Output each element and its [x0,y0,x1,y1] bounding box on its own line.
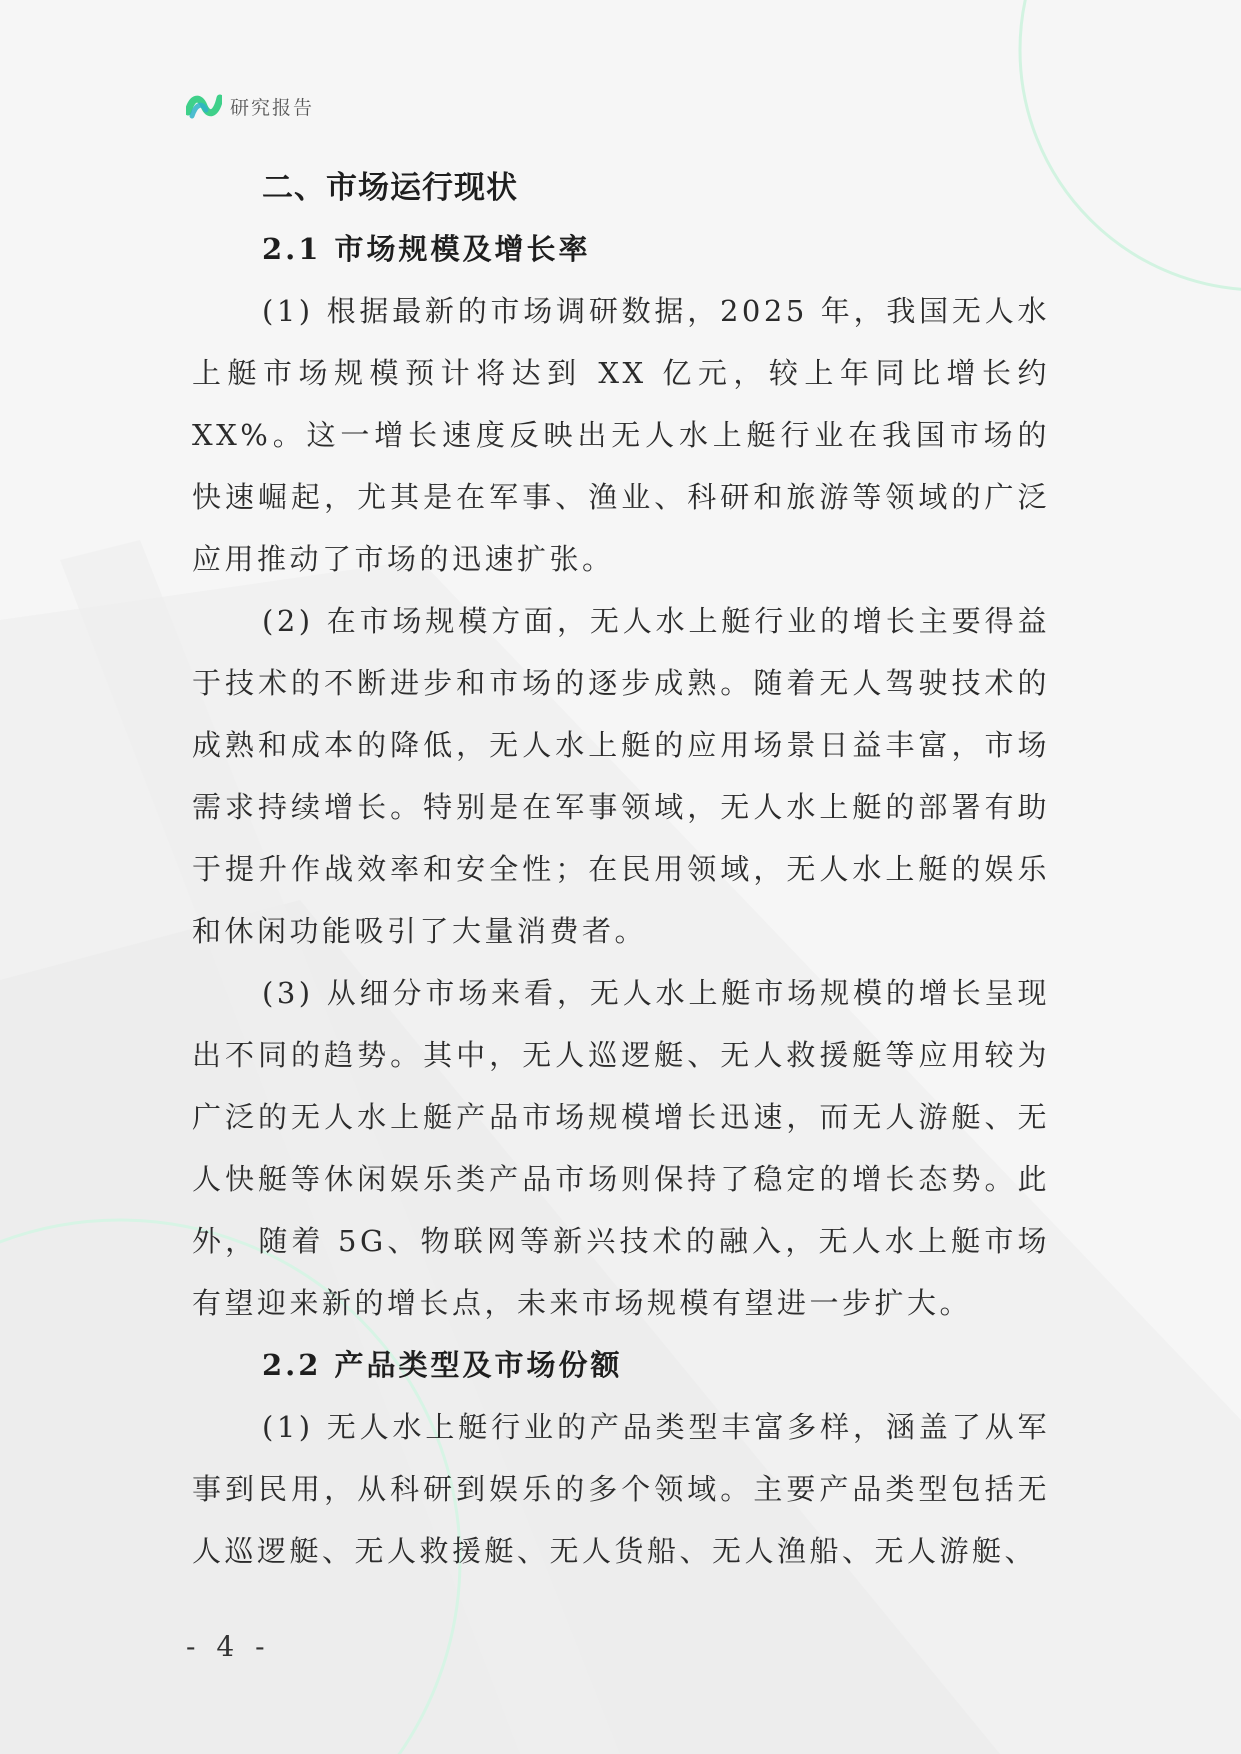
header [186,88,314,124]
header-label: 研究报告 [230,96,315,119]
main-content [192,158,1050,1582]
page-number: - 4 - [186,1630,271,1663]
subsection-title-market-size: 2.1 市场规模及增长率 [262,232,591,266]
brand-logo-icon [186,90,222,122]
paragraph: (3) 从细分市场来看，无人水上艇市场规模的增长呈现出不同的趋势。其中，无人巡逻艇、无人救援艇等应用较为广泛的无人水上艇产品市场规模增长迅速，而无人游艇、无人快艇等休闲娱乐类产品市场则保持了稳定的增长态势。此外，随着 5G、物联网等新兴技术的融入，无人水上艇市场有望迎来新的增长点，未来市场规模有望进一步扩大。 [192,976,1050,1320]
paragraph: (2) 在市场规模方面，无人水上艇行业的增长主要得益于技术的不断进步和市场的逐步成熟。随着无人驾驶技术的成熟和成本的降低，无人水上艇的应用场景日益丰富，市场需求持续增长。特别是在军事领域，无人水上艇的部署有助于提升作战效率和安全性；在民用领域，无人水上艇的娱乐和休闲功能吸引了大量消费者。 [192,604,1050,948]
subsection-title-product-types: 2.2 产品类型及市场份额 [262,1348,623,1382]
paragraph: (1) 根据最新的市场调研数据，2025 年，我国无人水上艇市场规模预计将达到 XX 亿元，较上年同比增长约 XX%。这一增长速度反映出无人水上艇行业在我国市场的快速崛起，尤其是在军事、渔业、科研和旅游等领域的广泛应用推动了市场的迅速扩张。 [192,294,1050,576]
paragraph: (1) 无人水上艇行业的产品类型丰富多样，涵盖了从军事到民用，从科研到娱乐的多个领域。主要产品类型包括无人巡逻艇、无人救援艇、无人货船、无人渔船、无人游艇、 [192,1410,1050,1568]
section-title: 二、市场运行现状 [262,170,518,206]
